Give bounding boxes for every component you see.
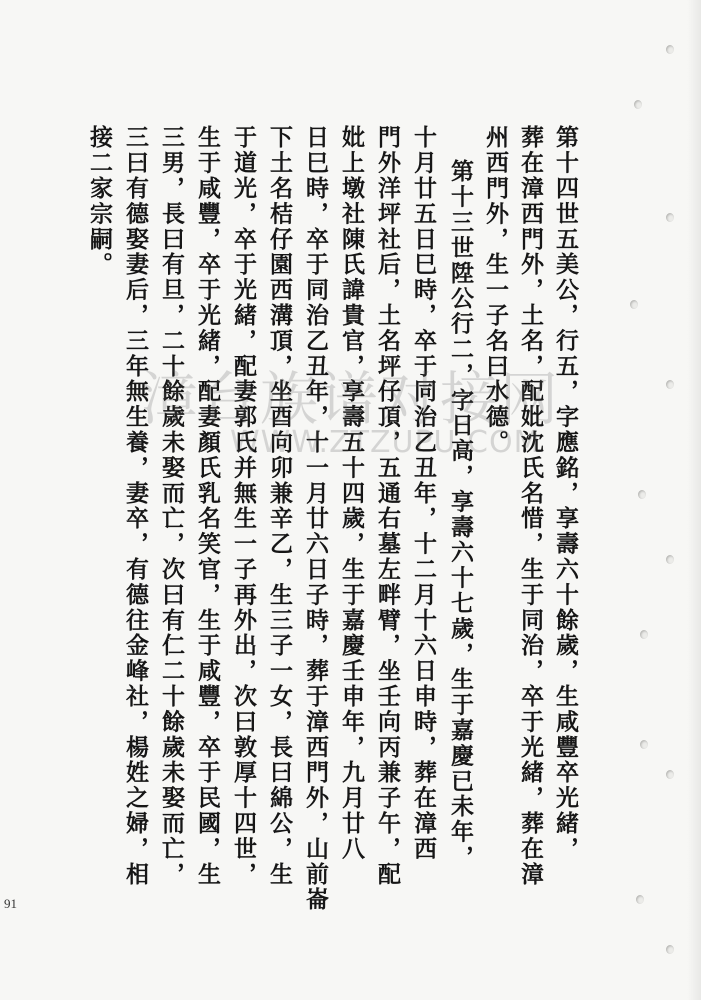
binding-hole — [666, 770, 674, 779]
text-column: 生于咸豐，卒于光緒，配妻顏氏乳名笑官，生于咸豐，卒于民國，生 — [194, 125, 221, 887]
text-column: 下土名桔仔園西溝頂，坐酉向卯兼辛乙，生三子一女，長曰綿公，生 — [266, 125, 293, 887]
binding-hole — [640, 740, 648, 749]
text-column: 門外洋坪社后，土名坪仔頂，五通右墓左畔臂，坐壬向丙兼子午，配 — [374, 125, 401, 887]
text-column: 第十三世陞公行二，字日高，享壽六十七歲，生于嘉慶已未年， — [447, 159, 474, 871]
text-column: 妣上墩社陳氏諱貴官，享壽五十四歲，生于嘉慶壬申年，九月廿八 — [338, 125, 365, 862]
text-column: 葬在漳西門外，土名，配妣沈氏名惜，生于同治，卒于光緒，葬在漳 — [517, 125, 544, 887]
watermark-title: 漳台族谱对接网 — [140, 365, 561, 433]
text-column: 第十四世五美公，行五，字應銘，享壽六十餘歲，生咸豐卒光緒， — [552, 125, 579, 862]
binding-hole — [638, 490, 646, 499]
binding-edge — [687, 0, 701, 1000]
text-column: 日巳時，卒于同治乙丑年，十一月廿六日子時，葬于漳西門外，山前崙 — [302, 125, 329, 913]
text-column: 三曰有德娶妻后，三年無生養，妻卒，有德往金峰社，楊姓之婦，相 — [122, 125, 149, 887]
text-column: 接二家宗嗣。 — [86, 125, 113, 278]
binding-hole — [630, 300, 638, 309]
binding-hole — [666, 555, 674, 564]
text-column: 于道光，卒于光緒，配妻郭氏并無生一子再外出，次曰敦厚十四世， — [230, 125, 257, 887]
text-column: 三男，長曰有旦，二十餘歲未娶而亡，次曰有仁二十餘歲未娶而亡， — [158, 125, 185, 887]
genealogy-text-block — [58, 125, 579, 913]
page-number: 91 — [4, 896, 17, 911]
binding-hole — [666, 380, 674, 389]
binding-hole — [636, 895, 644, 904]
binding-hole — [666, 213, 674, 222]
text-column: 十月廿五日巳時，卒于同治乙丑年，十二月十六日申時，葬在漳西 — [410, 125, 437, 862]
binding-hole — [640, 630, 648, 639]
watermark-url: WWW.ZTZUPU.COM — [230, 425, 541, 460]
binding-hole — [634, 100, 642, 109]
binding-hole — [666, 45, 674, 54]
binding-hole — [666, 945, 674, 954]
text-column: 州西門外，生一子名曰水德。 — [482, 125, 509, 456]
